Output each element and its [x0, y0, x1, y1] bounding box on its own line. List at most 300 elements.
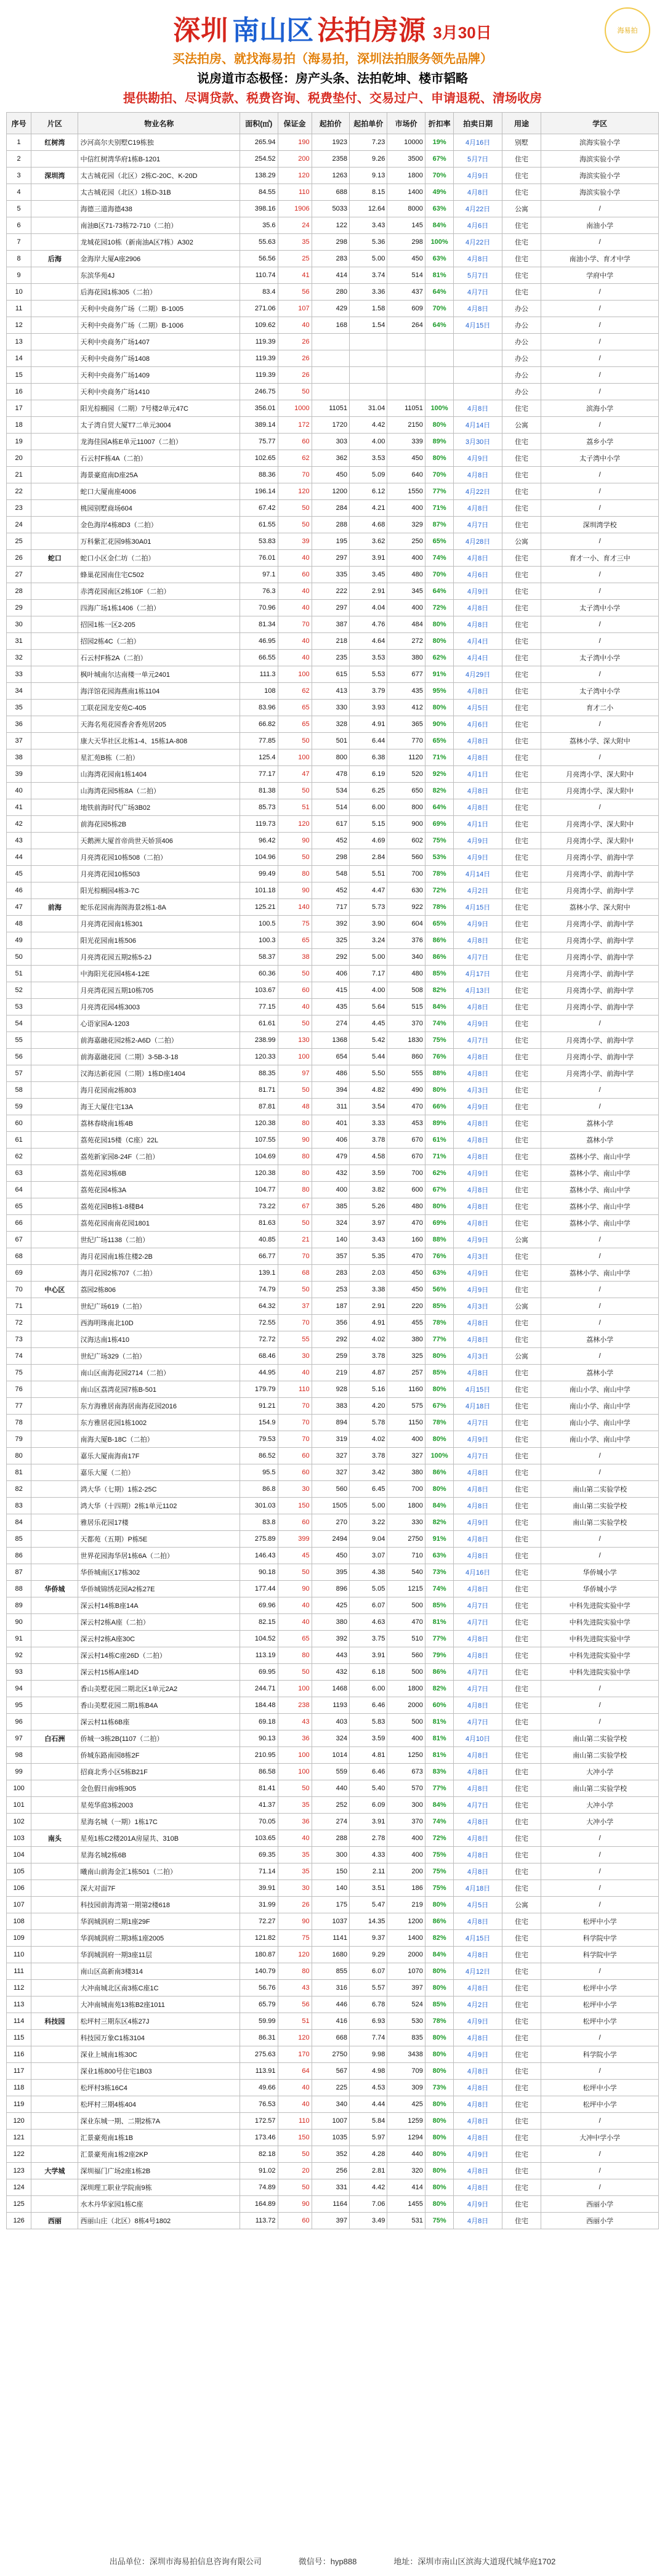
- row-usage: 住宅: [502, 932, 541, 949]
- row-market-price: 325: [387, 1348, 425, 1365]
- table-row[interactable]: [7, 267, 659, 284]
- table-row[interactable]: [7, 1747, 659, 1764]
- table-row[interactable]: [7, 1980, 659, 1997]
- table-row[interactable]: [7, 2146, 659, 2163]
- row-school: /: [541, 367, 659, 384]
- row-auction-date: 4月8日: [454, 1647, 502, 1664]
- row-auction-date: 4月3日: [454, 1248, 502, 1265]
- row-unit-price: 4.45: [350, 1015, 387, 1032]
- row-size: 184.48: [240, 1697, 278, 1714]
- row-school: /: [541, 1315, 659, 1331]
- row-area: [31, 1431, 78, 1448]
- property-name: 海德三道海德438: [78, 201, 240, 217]
- table-row[interactable]: [7, 134, 659, 151]
- table-row[interactable]: [7, 168, 659, 184]
- row-auction-date: [454, 367, 502, 384]
- table-row[interactable]: [7, 201, 659, 217]
- table-row[interactable]: [7, 1398, 659, 1415]
- row-discount: 86%: [425, 949, 454, 966]
- table-row[interactable]: [7, 1847, 659, 1863]
- row-discount: 71%: [425, 749, 454, 766]
- table-row[interactable]: [7, 1132, 659, 1149]
- row-number: 117: [7, 2063, 31, 2080]
- property-name: 东滨华苑4J: [78, 267, 240, 284]
- row-start-price: 303: [312, 434, 349, 450]
- table-row[interactable]: [7, 2063, 659, 2080]
- table-row[interactable]: [7, 1149, 659, 1165]
- table-row[interactable]: [7, 1697, 659, 1714]
- row-start-price: 1923: [312, 134, 349, 151]
- table-row[interactable]: [7, 334, 659, 350]
- row-area: [31, 483, 78, 500]
- table-row[interactable]: [7, 1082, 659, 1099]
- row-number: 2: [7, 151, 31, 168]
- table-row[interactable]: [7, 833, 659, 849]
- table-row[interactable]: [7, 1564, 659, 1581]
- table-row[interactable]: [7, 600, 659, 616]
- table-row[interactable]: [7, 2013, 659, 2030]
- row-deposit: 36: [278, 1730, 312, 1747]
- property-name: 华润城润府二期3栋1座2005: [78, 1930, 240, 1947]
- table-row[interactable]: [7, 1365, 659, 1381]
- table-row[interactable]: [7, 1265, 659, 1282]
- row-usage: 住宅: [502, 1398, 541, 1415]
- row-discount: 77%: [425, 1780, 454, 1797]
- table-row[interactable]: [7, 533, 659, 550]
- table-row[interactable]: [7, 151, 659, 168]
- property-name: 月亮湾花园五期10栋705: [78, 982, 240, 999]
- table-row[interactable]: [7, 1531, 659, 1548]
- table-row[interactable]: [7, 1681, 659, 1697]
- row-usage: 住宅: [502, 567, 541, 583]
- table-row[interactable]: [7, 2096, 659, 2113]
- row-size: 68.46: [240, 1348, 278, 1365]
- row-unit-price: 6.44: [350, 733, 387, 749]
- row-unit-price: 9.37: [350, 1930, 387, 1947]
- row-school: 西丽小学: [541, 2196, 659, 2213]
- row-deposit: 120: [278, 816, 312, 833]
- table-row[interactable]: [7, 1415, 659, 1431]
- row-start-price: 387: [312, 616, 349, 633]
- table-row[interactable]: [7, 2163, 659, 2179]
- table-row[interactable]: [7, 966, 659, 982]
- table-row[interactable]: [7, 2046, 659, 2063]
- row-area: [31, 1215, 78, 1232]
- table-row[interactable]: [7, 1863, 659, 1880]
- row-market-price: 500: [387, 1714, 425, 1730]
- row-deposit: 100: [278, 666, 312, 683]
- row-unit-price: 5.15: [350, 816, 387, 833]
- row-size: 81.34: [240, 616, 278, 633]
- table-row[interactable]: [7, 500, 659, 517]
- table-row[interactable]: [7, 783, 659, 799]
- row-deposit: 50: [278, 517, 312, 533]
- row-deposit: 70: [278, 1415, 312, 1431]
- row-area: [31, 234, 78, 251]
- row-market-price: 700: [387, 1165, 425, 1182]
- row-discount: 80%: [425, 633, 454, 650]
- table-row[interactable]: [7, 550, 659, 567]
- row-deposit: 47: [278, 766, 312, 783]
- table-row[interactable]: [7, 932, 659, 949]
- row-market-price: 480: [387, 966, 425, 982]
- table-row[interactable]: [7, 916, 659, 932]
- row-size: 84.55: [240, 184, 278, 201]
- row-start-price: 256: [312, 2163, 349, 2179]
- row-number: 13: [7, 334, 31, 350]
- table-row[interactable]: [7, 982, 659, 999]
- row-start-price: 219: [312, 1365, 349, 1381]
- table-row[interactable]: [7, 1797, 659, 1814]
- table-row[interactable]: [7, 1664, 659, 1681]
- property-name: 深云村14栋C座26D（二拍）: [78, 1647, 240, 1664]
- row-number: 37: [7, 733, 31, 749]
- row-auction-date: 4月8日: [454, 683, 502, 700]
- row-size: 65.79: [240, 1997, 278, 2013]
- row-school: /: [541, 1681, 659, 1697]
- table-row[interactable]: [7, 1897, 659, 1913]
- row-size: 100.3: [240, 932, 278, 949]
- table-row[interactable]: [7, 1514, 659, 1531]
- row-usage: 住宅: [502, 1498, 541, 1514]
- row-size: 210.95: [240, 1747, 278, 1764]
- table-row[interactable]: [7, 1232, 659, 1248]
- table-row[interactable]: [7, 483, 659, 500]
- row-market-price: 250: [387, 533, 425, 550]
- property-name: 星苑华庭3栋2003: [78, 1797, 240, 1814]
- row-deposit: 65: [278, 1631, 312, 1647]
- row-school: 月亮湾小学、前海中学: [541, 882, 659, 899]
- row-school: 科学院小学: [541, 2046, 659, 2063]
- table-row[interactable]: [7, 517, 659, 533]
- table-row[interactable]: [7, 666, 659, 683]
- table-row[interactable]: [7, 1913, 659, 1930]
- row-unit-price: 6.00: [350, 1681, 387, 1697]
- row-market-price: 500: [387, 1664, 425, 1681]
- row-usage: 住宅: [502, 1481, 541, 1498]
- row-auction-date: 4月8日: [454, 2030, 502, 2046]
- table-row[interactable]: [7, 633, 659, 650]
- row-market-price: 160: [387, 1232, 425, 1248]
- row-usage: 住宅: [502, 816, 541, 833]
- row-school: 月亮湾小学、前海中学: [541, 866, 659, 882]
- row-deposit: 100: [278, 1764, 312, 1780]
- row-unit-price: 4.63: [350, 1614, 387, 1631]
- table-row[interactable]: [7, 733, 659, 749]
- row-size: 87.81: [240, 1099, 278, 1115]
- table-row[interactable]: [7, 1730, 659, 1747]
- row-size: 140.79: [240, 1963, 278, 1980]
- table-row[interactable]: [7, 284, 659, 301]
- table-row[interactable]: [7, 1381, 659, 1398]
- table-row[interactable]: [7, 217, 659, 234]
- table-row[interactable]: [7, 882, 659, 899]
- row-auction-date: 4月8日: [454, 2130, 502, 2146]
- table-row[interactable]: [7, 749, 659, 766]
- row-auction-date: 4月7日: [454, 1681, 502, 1697]
- row-discount: 80%: [425, 417, 454, 434]
- row-number: 89: [7, 1597, 31, 1614]
- table-row[interactable]: [7, 899, 659, 916]
- table-row[interactable]: [7, 1814, 659, 1830]
- row-auction-date: 4月16日: [454, 134, 502, 151]
- row-start-price: 443: [312, 1647, 349, 1664]
- row-market-price: 515: [387, 999, 425, 1015]
- table-row[interactable]: [7, 2130, 659, 2146]
- row-number: 63: [7, 1165, 31, 1182]
- row-usage: 住宅: [502, 1913, 541, 1930]
- table-row[interactable]: [7, 650, 659, 666]
- row-auction-date: 4月8日: [454, 1863, 502, 1880]
- row-auction-date: 4月7日: [454, 1448, 502, 1464]
- row-unit-price: 9.13: [350, 168, 387, 184]
- table-row[interactable]: [7, 1597, 659, 1614]
- row-auction-date: 4月29日: [454, 666, 502, 683]
- row-number: 28: [7, 583, 31, 600]
- row-number: 27: [7, 567, 31, 583]
- row-auction-date: 4月8日: [454, 1115, 502, 1132]
- table-row[interactable]: [7, 583, 659, 600]
- row-auction-date: 4月14日: [454, 417, 502, 434]
- table-row[interactable]: [7, 1165, 659, 1182]
- table-row[interactable]: [7, 1248, 659, 1265]
- table-row[interactable]: [7, 1348, 659, 1365]
- row-unit-price: 6.18: [350, 1664, 387, 1681]
- table-row[interactable]: [7, 2213, 659, 2229]
- row-usage: 住宅: [502, 1797, 541, 1814]
- table-row[interactable]: [7, 849, 659, 866]
- row-area: [31, 2080, 78, 2096]
- table-row[interactable]: [7, 1714, 659, 1730]
- row-unit-price: 4.04: [350, 600, 387, 616]
- row-deposit: 60: [278, 982, 312, 999]
- row-start-price: 1680: [312, 1947, 349, 1963]
- row-deposit: 26: [278, 334, 312, 350]
- table-row[interactable]: [7, 434, 659, 450]
- row-discount: 75%: [425, 2213, 454, 2229]
- row-unit-price: 3.59: [350, 1730, 387, 1747]
- table-row[interactable]: [7, 1631, 659, 1647]
- table-row[interactable]: [7, 1548, 659, 1564]
- row-number: 107: [7, 1897, 31, 1913]
- row-usage: 住宅: [502, 1963, 541, 1980]
- table-row[interactable]: [7, 1581, 659, 1597]
- row-usage: 住宅: [502, 1830, 541, 1847]
- row-unit-price: 5.42: [350, 1032, 387, 1049]
- row-area: [31, 816, 78, 833]
- table-row[interactable]: [7, 1464, 659, 1481]
- row-start-price: 1368: [312, 1032, 349, 1049]
- table-row[interactable]: [7, 367, 659, 384]
- table-row[interactable]: [7, 716, 659, 733]
- row-area: [31, 1614, 78, 1631]
- table-row[interactable]: [7, 766, 659, 783]
- row-market-price: [387, 350, 425, 367]
- table-row[interactable]: [7, 2113, 659, 2130]
- row-unit-price: 3.59: [350, 1165, 387, 1182]
- row-size: 103.65: [240, 1830, 278, 1847]
- table-row[interactable]: [7, 1032, 659, 1049]
- table-row[interactable]: [7, 1448, 659, 1464]
- row-start-price: 928: [312, 1381, 349, 1398]
- row-deposit: 50: [278, 1015, 312, 1032]
- row-deposit: 39: [278, 533, 312, 550]
- row-start-price: 140: [312, 1232, 349, 1248]
- table-row[interactable]: [7, 1431, 659, 1448]
- table-row[interactable]: [7, 567, 659, 583]
- row-school: 滨海小学: [541, 400, 659, 417]
- table-row[interactable]: [7, 1065, 659, 1082]
- table-row[interactable]: [7, 184, 659, 201]
- table-row[interactable]: [7, 949, 659, 966]
- row-unit-price: 5.00: [350, 949, 387, 966]
- table-row[interactable]: [7, 251, 659, 267]
- table-row[interactable]: [7, 317, 659, 334]
- row-school: 荔林小学、南山中学: [541, 1149, 659, 1165]
- table-row[interactable]: [7, 1182, 659, 1198]
- row-usage: 住宅: [502, 1282, 541, 1298]
- row-usage: 住宅: [502, 2080, 541, 2096]
- table-row[interactable]: [7, 700, 659, 716]
- row-market-price: 1800: [387, 168, 425, 184]
- row-unit-price: 4.82: [350, 1082, 387, 1099]
- table-row[interactable]: [7, 467, 659, 483]
- row-area: [31, 184, 78, 201]
- row-deposit: 24: [278, 217, 312, 234]
- row-usage: 住宅: [502, 450, 541, 467]
- row-unit-price: 3.42: [350, 1464, 387, 1481]
- row-area: [31, 916, 78, 932]
- row-unit-price: 5.36: [350, 234, 387, 251]
- table-row[interactable]: [7, 400, 659, 417]
- table-row[interactable]: [7, 616, 659, 633]
- row-unit-price: 12.64: [350, 201, 387, 217]
- row-auction-date: 4月8日: [454, 2179, 502, 2196]
- row-discount: 74%: [425, 550, 454, 567]
- table-row[interactable]: [7, 1614, 659, 1631]
- table-row[interactable]: [7, 1099, 659, 1115]
- property-name: 深圳理工职业学院南9栋: [78, 2179, 240, 2196]
- row-unit-price: 3.43: [350, 217, 387, 234]
- row-auction-date: 4月10日: [454, 1730, 502, 1747]
- table-row[interactable]: [7, 1647, 659, 1664]
- row-unit-price: 4.00: [350, 434, 387, 450]
- row-discount: 76%: [425, 1248, 454, 1265]
- row-market-price: 800: [387, 799, 425, 816]
- table-row[interactable]: [7, 1830, 659, 1847]
- row-number: 51: [7, 966, 31, 982]
- table-row[interactable]: [7, 799, 659, 816]
- table-row[interactable]: [7, 1115, 659, 1132]
- property-name: 南山区南海花园2714（二拍）: [78, 1365, 240, 1381]
- row-usage: 住宅: [502, 1730, 541, 1747]
- property-name: 荔苑花园南南花园1801: [78, 1215, 240, 1232]
- table-row[interactable]: [7, 1780, 659, 1797]
- table-row[interactable]: [7, 1947, 659, 1963]
- row-size: 56.76: [240, 1980, 278, 1997]
- row-discount: 80%: [425, 2046, 454, 2063]
- table-row[interactable]: [7, 2080, 659, 2096]
- property-name: 侨城一3栋2B(1107（二拍）: [78, 1730, 240, 1747]
- property-name: 深业1栋800号住宅1B03: [78, 2063, 240, 2080]
- row-size: 180.87: [240, 1947, 278, 1963]
- row-auction-date: 4月8日: [454, 500, 502, 517]
- table-row[interactable]: [7, 1215, 659, 1232]
- table-row[interactable]: [7, 1764, 659, 1780]
- row-market-price: 1294: [387, 2130, 425, 2146]
- row-deposit: 36: [278, 1814, 312, 1830]
- row-area: [31, 201, 78, 217]
- table-row[interactable]: [7, 1997, 659, 2013]
- row-start-price: 478: [312, 766, 349, 783]
- table-row[interactable]: [7, 2179, 659, 2196]
- table-row[interactable]: [7, 1298, 659, 1315]
- table-row[interactable]: [7, 1930, 659, 1947]
- row-deposit: 40: [278, 1365, 312, 1381]
- table-row[interactable]: [7, 2196, 659, 2213]
- row-start-price: 401: [312, 1115, 349, 1132]
- table-row[interactable]: [7, 866, 659, 882]
- row-start-price: 1193: [312, 1697, 349, 1714]
- row-number: 72: [7, 1315, 31, 1331]
- table-row[interactable]: [7, 1049, 659, 1065]
- table-row[interactable]: [7, 1198, 659, 1215]
- row-unit-price: 1.58: [350, 301, 387, 317]
- row-size: 71.14: [240, 1863, 278, 1880]
- row-size: 356.01: [240, 400, 278, 417]
- table-row[interactable]: [7, 1282, 659, 1298]
- table-row[interactable]: [7, 417, 659, 434]
- row-unit-price: 7.23: [350, 134, 387, 151]
- row-area: [31, 1913, 78, 1930]
- row-start-price: 717: [312, 899, 349, 916]
- row-market-price: 435: [387, 683, 425, 700]
- table-row[interactable]: [7, 816, 659, 833]
- table-row[interactable]: [7, 683, 659, 700]
- table-row[interactable]: [7, 450, 659, 467]
- row-usage: 住宅: [502, 849, 541, 866]
- table-row[interactable]: [7, 1481, 659, 1498]
- row-start-price: 435: [312, 999, 349, 1015]
- row-school: 荔林小学、南山中学: [541, 1265, 659, 1282]
- row-start-price: 297: [312, 550, 349, 567]
- table-row[interactable]: [7, 1015, 659, 1032]
- row-area: [31, 217, 78, 234]
- table-row[interactable]: [7, 1331, 659, 1348]
- row-discount: 75%: [425, 1847, 454, 1863]
- row-start-price: 259: [312, 1348, 349, 1365]
- row-market-price: 8000: [387, 201, 425, 217]
- property-name: 鸿大华（七期）1栋2-25C: [78, 1481, 240, 1498]
- table-row[interactable]: [7, 384, 659, 400]
- row-area: [31, 1448, 78, 1464]
- row-area: [31, 1548, 78, 1564]
- row-usage: 住宅: [502, 2046, 541, 2063]
- table-row[interactable]: [7, 1963, 659, 1980]
- table-row[interactable]: [7, 1880, 659, 1897]
- row-usage: 住宅: [502, 1747, 541, 1764]
- table-row[interactable]: [7, 301, 659, 317]
- row-discount: 77%: [425, 483, 454, 500]
- property-name: 工联花园龙安苑C-405: [78, 700, 240, 716]
- table-row[interactable]: [7, 1498, 659, 1514]
- table-row[interactable]: [7, 350, 659, 367]
- table-row[interactable]: [7, 1315, 659, 1331]
- table-row[interactable]: [7, 999, 659, 1015]
- table-row[interactable]: [7, 234, 659, 251]
- table-row[interactable]: [7, 2030, 659, 2046]
- row-number: 93: [7, 1664, 31, 1681]
